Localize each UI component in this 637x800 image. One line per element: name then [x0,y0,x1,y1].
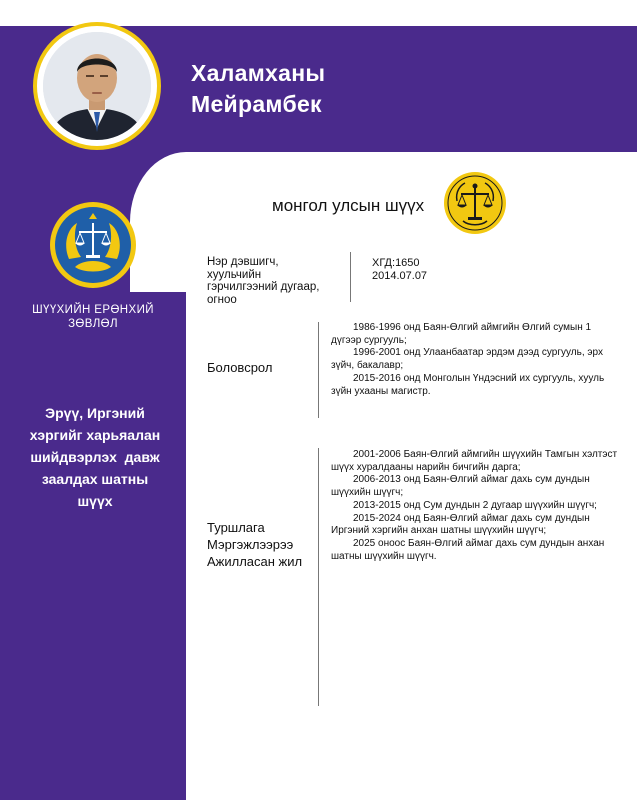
council-label-line-1: ШҮҮХИЙН ЕРӨНХИЙ [32,304,154,316]
council-label-line-2: ЗӨВЛӨЛ [68,318,118,330]
rank-label-line: Нэр дэвшигч, [207,256,279,268]
experience-label-line: Мэргэжлээрээ [207,537,294,552]
experience-label-line: Ажилласан жил [207,554,303,569]
list-item: 2013-2015 онд Сум дундын 2 дугаар шүүхийн шүүгч; [353,499,597,511]
divider [318,448,319,706]
divider [350,252,351,302]
list-item: 2025 оноос Баян-Өлгий аймаг дахь сум дундын анхан шатны шүүхийн шүүгч. [331,537,605,562]
license-date: 2014.07.07 [372,269,428,282]
list-item: 2015-2024 онд Баян-Өлгий аймаг дахь сум дундын Иргэний хэргийн анхан шатны шүүхийн шүүгч; [331,512,590,537]
scales-of-justice-icon [443,171,507,240]
judicial-council-emblem-icon [49,201,137,294]
court-title: монгол улсын шүүх [272,196,425,215]
divider [318,322,319,418]
rank-label-line: хуульчийн [207,268,262,281]
list-item: 2001-2006 Баян-Өлгий аймгийн шүүхийн Тамгын хэлтэст шүүх хуралдааны нарийн бичгийн дарга; [331,449,618,473]
heading-line: шийдвэрлэх давж [30,449,160,465]
heading-line: заалдах шатны [41,471,149,487]
education-list [331,322,621,398]
list-item: 1996-2001 онд Улаанбаатар эрдэм дээд сургууль, эрх зүйч, бакалавр; [331,347,603,372]
portrait-photo [43,32,151,140]
experience-label-line: Туршлага [207,520,265,535]
judicial-council-label [20,303,166,331]
heading-line: Эрүү, Иргэний [45,405,145,421]
name-line-2: Мейрамбек [191,91,322,117]
list-item: 1986-1996 онд Баян-Өлгий аймгийн Өлгий сумын 1 дүгээр сургууль; [331,322,592,346]
name-line-1: Халамханы [191,60,326,86]
license-number-date [372,257,427,282]
experience-label [207,519,302,570]
education-label: Боловсрол [207,360,273,375]
list-item: 2006-2013 онд Баян-Өлгий аймаг дахь сум дундын шүүхийн шүүгч; [331,474,590,499]
experience-list [331,449,621,563]
heading-line: шүүх [77,493,113,509]
court-type-heading [18,402,172,512]
heading-line: хэргийг харьяалан [29,427,161,443]
rank-label [207,256,337,306]
rank-label-line: огноо [207,293,237,306]
license-number: ХГД:1650 [372,257,420,269]
list-item: 2015-2016 онд Монголын Үндэсний их сургууль, хууль зүйн ухааны магистр. [331,372,605,397]
rank-label-line: гэрчилгээний дугаар, [207,281,320,293]
person-name [191,58,325,120]
